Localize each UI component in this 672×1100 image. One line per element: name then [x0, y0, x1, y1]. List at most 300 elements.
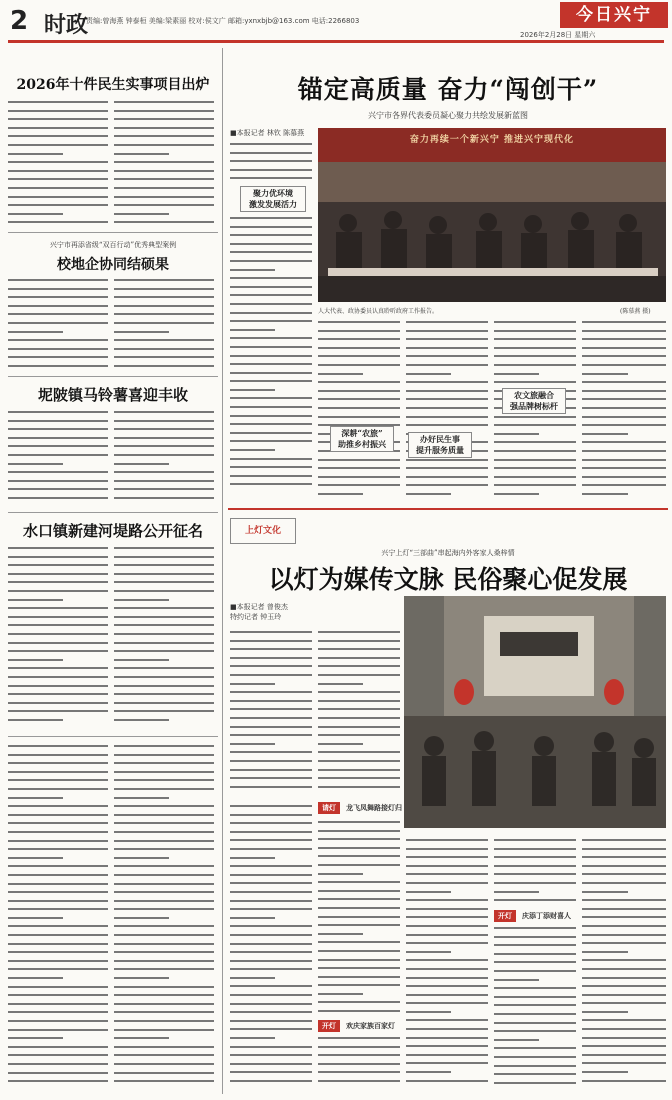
column-logo-box: [230, 518, 296, 544]
text-line: [230, 783, 312, 792]
text-line: [114, 957, 214, 966]
text-line: [582, 956, 666, 965]
text-line: [318, 964, 400, 973]
section-title: 时政: [44, 13, 89, 38]
text-line: [582, 870, 666, 879]
text-line: [494, 1044, 576, 1053]
text-line: [318, 887, 400, 896]
text-line: [114, 1069, 214, 1078]
column-divider: [222, 48, 223, 1094]
text-line: [230, 1025, 312, 1034]
text-line: [8, 417, 108, 426]
text-line: [8, 699, 108, 708]
text-line: [230, 740, 312, 749]
text-line: [582, 1059, 666, 1068]
text-line: [114, 158, 214, 167]
text-line: [406, 913, 488, 922]
text-line: [8, 802, 108, 811]
text-line: [230, 386, 312, 395]
article-body: [230, 214, 312, 494]
text-line: [8, 442, 108, 451]
text-line: [318, 1060, 400, 1069]
text-line: [230, 1068, 312, 1077]
text-line: [494, 1070, 576, 1079]
text-line: [318, 731, 400, 740]
text-line: [406, 490, 488, 499]
text-line: [494, 430, 576, 439]
text-line: [8, 854, 108, 863]
text-line: [406, 1025, 488, 1034]
text-line: [582, 836, 666, 845]
text-line: [406, 836, 488, 845]
text-line: [114, 974, 214, 983]
text-line: [494, 924, 576, 933]
text-line: [582, 344, 666, 353]
text-line: [230, 394, 312, 403]
text-line: [230, 922, 312, 931]
text-line: [582, 421, 666, 430]
text-line: [494, 950, 576, 959]
text-line: [8, 485, 108, 494]
text-line: [406, 870, 488, 879]
text-line: [406, 481, 488, 490]
article-kicker: 兴宁市再添省级“双百行动”优秀典型案例: [49, 241, 177, 249]
article-body: [406, 318, 488, 502]
text-line: [230, 982, 312, 991]
text-line: [8, 837, 108, 846]
text-line: [8, 716, 108, 725]
column-logo-label: 上灯文化: [244, 526, 281, 536]
text-line: [318, 1034, 400, 1043]
text-line: [318, 938, 400, 947]
photo-caption: 人大代表、政协委员认真聆听政府工作报告。: [318, 308, 439, 315]
text-line: [230, 974, 312, 983]
text-line: [8, 965, 108, 974]
text-line: [114, 656, 214, 665]
paper-logo: 今日兴宁: [560, 2, 668, 28]
text-line: [230, 291, 312, 300]
text-line: [8, 759, 108, 768]
text-line: [318, 335, 400, 344]
text-line: [230, 1051, 312, 1060]
text-line: [582, 1068, 666, 1077]
text-line: [406, 991, 488, 1000]
text-line: [230, 654, 312, 663]
text-line: [582, 1051, 666, 1060]
text-line: [230, 266, 312, 275]
text-line: [318, 697, 400, 706]
text-line: [230, 420, 312, 429]
text-line: [582, 1016, 666, 1025]
text-line: [114, 1034, 214, 1043]
text-line: [230, 628, 312, 637]
text-line: [494, 933, 576, 942]
text-line: [114, 460, 214, 469]
text-line: [114, 596, 214, 605]
text-line: [8, 107, 108, 116]
text-line: [318, 723, 400, 732]
text-line: [114, 794, 214, 803]
text-line: [230, 637, 312, 646]
text-line: [8, 167, 108, 176]
text-line: [494, 481, 576, 490]
text-line: [406, 939, 488, 948]
text-line: [318, 947, 400, 956]
text-line: [8, 218, 108, 227]
text-line: [8, 302, 108, 311]
text-line: [494, 958, 576, 967]
text-line: [230, 149, 312, 158]
text-line: [8, 819, 108, 828]
lead-byline: ■本报记者 林钦 陈慕燕: [230, 129, 305, 137]
text-line: [230, 352, 312, 361]
text-line: [8, 690, 108, 699]
text-line: [230, 662, 312, 671]
text-line: [8, 656, 108, 665]
text-line: [230, 157, 312, 166]
text-line: [8, 293, 108, 302]
text-line: [582, 982, 666, 991]
text-line: [8, 408, 108, 417]
divider: [8, 512, 218, 513]
text-line: [582, 913, 666, 922]
text-line: [318, 766, 400, 775]
text-line: [230, 965, 312, 974]
text-line: [230, 748, 312, 757]
article-title-minsheng: 2026年十件民生实事项目出炉: [16, 77, 210, 93]
text-line: [318, 481, 400, 490]
text-line: [494, 1036, 576, 1045]
text-line: [494, 1027, 576, 1036]
text-line: [318, 344, 400, 353]
text-line: [582, 473, 666, 482]
text-line: [406, 956, 488, 965]
text-line: [318, 404, 400, 413]
text-line: [318, 464, 400, 473]
text-line: [230, 879, 312, 888]
text-line: [8, 468, 108, 477]
text-line: [8, 184, 108, 193]
text-line: [494, 967, 576, 976]
text-line: [494, 456, 576, 465]
text-line: [230, 897, 312, 906]
text-line: [114, 353, 214, 362]
text-line: [494, 1001, 576, 1010]
text-line: [230, 802, 312, 811]
lead-headline: 锚定高质量 奋力“闯创干”: [297, 75, 599, 104]
text-line: [8, 285, 108, 294]
text-line: [582, 481, 666, 490]
text-line: [318, 705, 400, 714]
text-line: [230, 757, 312, 766]
text-line: [8, 578, 108, 587]
text-line: [494, 421, 576, 430]
text-line: [230, 403, 312, 412]
text-line: [8, 862, 108, 871]
text-line: [114, 776, 214, 785]
text-line: [406, 896, 488, 905]
text-line: [582, 888, 666, 897]
article-body: [318, 1034, 400, 1092]
text-line: [318, 1077, 400, 1086]
text-line: [230, 240, 312, 249]
text-line: [318, 413, 400, 422]
text-line: [318, 654, 400, 663]
text-line: [230, 369, 312, 378]
text-line: [582, 361, 666, 370]
text-line: [318, 835, 400, 844]
text-line: [8, 948, 108, 957]
lower-byline: ■本报记者 曾俊杰 特约记者 钟玉玲: [230, 603, 288, 621]
text-line: [8, 682, 108, 691]
text-line: [318, 1007, 400, 1016]
text-line: [582, 318, 666, 327]
text-line: [406, 931, 488, 940]
text-line: [8, 931, 108, 940]
section-tag-text: 龙飞凤舞路接灯归: [346, 803, 402, 812]
text-line: [582, 1008, 666, 1017]
text-line: [230, 166, 312, 175]
text-line: [114, 871, 214, 880]
text-line: [8, 639, 108, 648]
text-line: [494, 361, 576, 370]
text-line: [318, 688, 400, 697]
text-line: [114, 965, 214, 974]
text-line: [230, 437, 312, 446]
text-line: [230, 334, 312, 343]
text-line: [318, 318, 400, 327]
text-line: [582, 948, 666, 957]
text-line: [230, 1034, 312, 1043]
article-body: [318, 628, 400, 798]
text-line: [406, 464, 488, 473]
text-line: [114, 362, 214, 371]
section-subhead: 办好民生事 提升服务质量: [408, 432, 472, 458]
text-line: [8, 276, 108, 285]
text-line: [8, 647, 108, 656]
text-line: [230, 1077, 312, 1086]
text-line: [8, 451, 108, 460]
text-line: [114, 544, 214, 553]
editor-credits: 责编:曾海燕 钟泰桓 美编:梁素丽 校对:侯文广 邮箱:yxnxbjb@163.com 电话:2266803: [86, 17, 360, 25]
text-line: [8, 1060, 108, 1069]
issue-date: 2026年2月28日 星期六: [520, 31, 596, 39]
text-line: [582, 404, 666, 413]
section-subhead: 聚力优环境 激发发展活力: [240, 186, 306, 212]
text-line: [230, 948, 312, 957]
text-line: [8, 328, 108, 337]
text-line: [406, 982, 488, 991]
text-line: [582, 879, 666, 888]
text-line: [318, 827, 400, 836]
text-line: [114, 647, 214, 656]
text-line: [318, 740, 400, 749]
text-line: [230, 248, 312, 257]
text-line: [8, 974, 108, 983]
text-line: [114, 1043, 214, 1052]
text-line: [318, 628, 400, 637]
text-line: [230, 283, 312, 292]
text-line: [230, 140, 312, 149]
text-line: [230, 309, 312, 318]
text-line: [230, 914, 312, 923]
text-line: [114, 417, 214, 426]
divider: [8, 232, 218, 233]
text-line: [494, 862, 576, 871]
text-line: [114, 914, 214, 923]
text-line: [494, 370, 576, 379]
text-line: [318, 921, 400, 930]
text-line: [114, 819, 214, 828]
text-line: [318, 818, 400, 827]
text-line: [582, 896, 666, 905]
text-line: [114, 931, 214, 940]
text-line: [230, 871, 312, 880]
text-line: [582, 464, 666, 473]
text-line: [230, 455, 312, 464]
text-line: [114, 768, 214, 777]
text-line: [114, 193, 214, 202]
text-line: [406, 395, 488, 404]
text-line: [114, 682, 214, 691]
text-line: [8, 310, 108, 319]
lantern-photo-image: [404, 596, 666, 828]
text-line: [8, 828, 108, 837]
text-line: [114, 630, 214, 639]
text-line: [406, 1008, 488, 1017]
text-line: [494, 984, 576, 993]
text-line: [230, 1017, 312, 1026]
section-subhead: 农文旅融合 强品牌树标杆: [502, 388, 566, 414]
text-line: [114, 442, 214, 451]
text-line: [406, 853, 488, 862]
text-line: [114, 319, 214, 328]
text-line: [8, 175, 108, 184]
text-line: [230, 326, 312, 335]
text-line: [8, 124, 108, 133]
text-line: [114, 302, 214, 311]
text-line: [8, 983, 108, 992]
text-line: [8, 494, 108, 503]
text-line: [114, 828, 214, 837]
text-line: [230, 828, 312, 837]
text-line: [114, 115, 214, 124]
article-body: [318, 318, 400, 502]
text-line: [318, 990, 400, 999]
text-line: [230, 1000, 312, 1009]
text-line: [114, 1017, 214, 1026]
divider: [8, 376, 218, 377]
text-line: [582, 370, 666, 379]
text-line: [8, 477, 108, 486]
text-line: [114, 707, 214, 716]
text-line: [406, 1016, 488, 1025]
text-line: [582, 965, 666, 974]
text-line: [230, 905, 312, 914]
article-body: [114, 98, 214, 228]
text-line: [494, 438, 576, 447]
text-line: [114, 107, 214, 116]
text-line: [8, 845, 108, 854]
section-tag: 开灯: [318, 1020, 340, 1032]
text-line: [318, 870, 400, 879]
text-line: [318, 783, 400, 792]
text-line: [8, 1069, 108, 1078]
text-line: [114, 940, 214, 949]
text-line: [114, 578, 214, 587]
text-line: [230, 223, 312, 232]
text-line: [114, 905, 214, 914]
text-line: [114, 716, 214, 725]
text-line: [114, 1008, 214, 1017]
text-line: [230, 1008, 312, 1017]
text-line: [114, 285, 214, 294]
text-line: [8, 193, 108, 202]
text-line: [230, 723, 312, 732]
text-line: [406, 378, 488, 387]
text-line: [8, 1017, 108, 1026]
text-line: [406, 922, 488, 931]
article-body: [230, 628, 312, 798]
text-line: [114, 613, 214, 622]
text-line: [230, 688, 312, 697]
article-body: [8, 98, 108, 228]
text-line: [318, 757, 400, 766]
text-line: [8, 201, 108, 210]
text-line: [406, 1042, 488, 1051]
text-line: [8, 553, 108, 562]
text-line: [114, 141, 214, 150]
text-line: [582, 438, 666, 447]
text-line: [114, 991, 214, 1000]
text-line: [318, 981, 400, 990]
text-line: [582, 413, 666, 422]
text-line: [494, 1019, 576, 1028]
lower-kicker: 兴宁上灯“三部曲”串起海内外客家人桑梓情: [381, 549, 515, 557]
text-line: [114, 477, 214, 486]
text-line: [230, 854, 312, 863]
text-line: [318, 352, 400, 361]
text-line: [318, 973, 400, 982]
text-line: [8, 1077, 108, 1086]
text-line: [8, 1051, 108, 1060]
article-title-road: 水口镇新建河堤路公开征名: [22, 522, 203, 540]
text-line: [582, 327, 666, 336]
article-body: [8, 408, 108, 508]
text-line: [8, 871, 108, 880]
text-line: [8, 794, 108, 803]
text-line: [230, 300, 312, 309]
text-line: [318, 861, 400, 870]
text-line: [230, 931, 312, 940]
text-line: [230, 645, 312, 654]
section-tag-text: 欢庆家族百家灯: [346, 1021, 395, 1030]
lower-headline: 以灯为媒传文脉 民俗聚心促发展: [268, 565, 628, 594]
text-line: [8, 1026, 108, 1035]
text-line: [114, 621, 214, 630]
text-line: [582, 845, 666, 854]
text-line: [582, 430, 666, 439]
text-line: [8, 158, 108, 167]
text-line: [114, 561, 214, 570]
text-line: [318, 1043, 400, 1052]
text-line: [8, 897, 108, 906]
text-line: [8, 434, 108, 443]
text-line: [8, 132, 108, 141]
text-line: [230, 811, 312, 820]
text-line: [114, 1026, 214, 1035]
text-line: [230, 845, 312, 854]
